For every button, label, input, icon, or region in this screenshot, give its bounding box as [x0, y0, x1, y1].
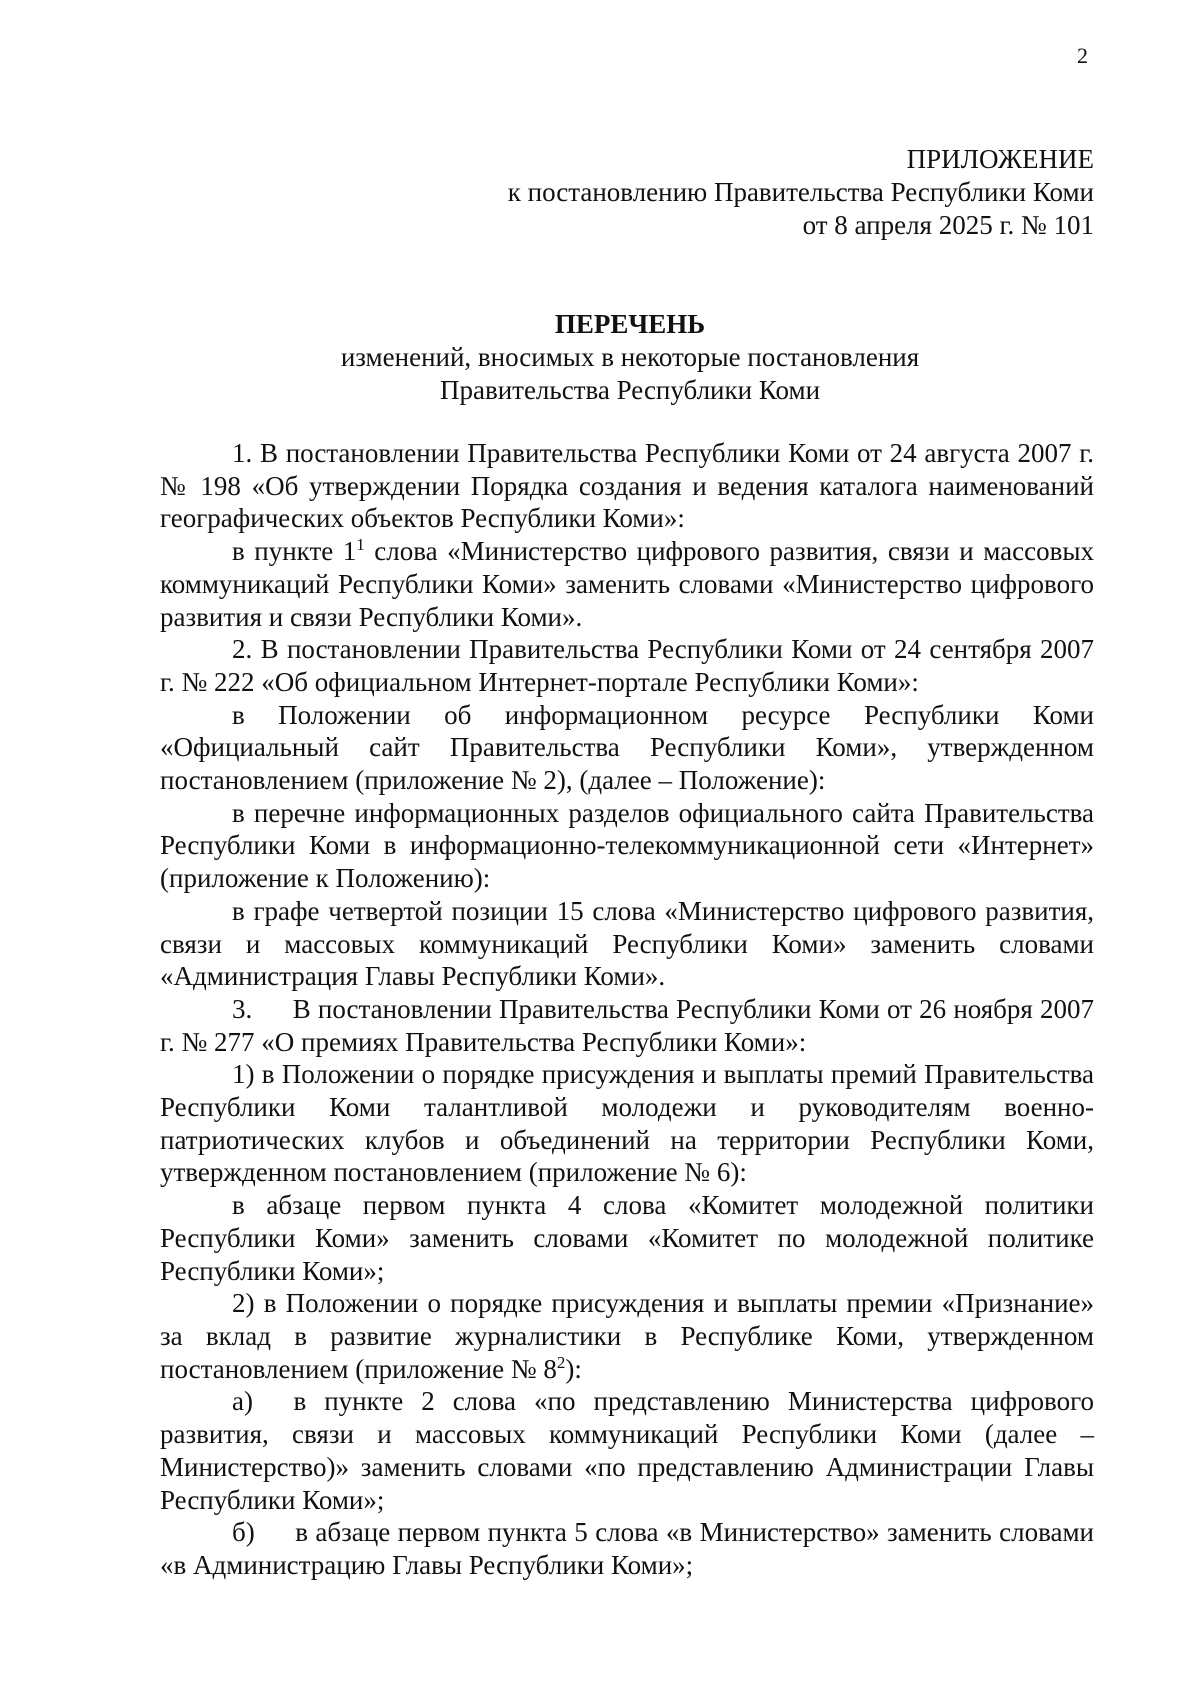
appendix-block: [334, 143, 1094, 242]
superscript: 1: [356, 534, 365, 554]
paragraph-item-2-list: в перечне информационных разделов официального сайта Правительства Республики Коми в информационно-телекоммуникационной сети «Интернет» (приложение к Положению):: [160, 797, 1094, 894]
paragraph-text: слова «Министерство цифрового развития, связи и массовых коммуникаций Республики Коми» заменить словами «Министерство цифрового развития и связи Республики Коми».: [160, 536, 1095, 632]
document-subtitle-line-1: изменений, вносимых в некоторые постановления: [340, 342, 920, 372]
document-subtitle-line-2: Правительства Республики Коми: [439, 375, 821, 405]
paragraph-item-1-change: [160, 535, 1094, 633]
appendix-title: ПРИЛОЖЕНИЕ: [906, 144, 1094, 174]
paragraph-text: ):: [565, 1353, 582, 1384]
paragraph-item-3-sub-2-b: б) в абзаце первом пункта 5 слова «в Министерство» заменить словами «в Администрацию Главы Республики Коми»;: [160, 1517, 1094, 1580]
page-number: 2: [1077, 43, 1088, 68]
paragraph-item-3-sub-2-a: а) в пункте 2 слова «по представлению Министерства цифрового развития, связи и массовых коммуникаций Республики Коми (далее – Министерство)» заменить словами «по представлению Администрации Главы Республики Коми»;: [160, 1386, 1094, 1515]
paragraph-item-2-change: в графе четвертой позиции 15 слова «Министерство цифрового развития, связи и массовых коммуникаций Республики Коми» заменить словами «Администрация Главы Республики Коми».: [160, 895, 1094, 992]
document-body: [160, 437, 1094, 1582]
document-title: ПЕРЕЧЕНЬ: [554, 309, 706, 339]
paragraph-item-3-sub-2: [160, 1287, 1094, 1385]
paragraph-item-3: 3. В постановлении Правительства Республики Коми от 26 ноября 2007 г. № 277 «О премиях Правительства Республики Коми»:: [160, 993, 1094, 1057]
paragraph-item-2: 2. В постановлении Правительства Республики Коми от 24 сентября 2007 г. № 222 «Об официальном Интернет-портале Республики Коми»:: [160, 634, 1094, 697]
appendix-resolution-line: к постановлению Правительства Республики Коми: [507, 177, 1094, 207]
appendix-date-number: от 8 апреля 2025 г. № 101: [802, 210, 1094, 240]
superscript: 2: [556, 1352, 566, 1372]
paragraph-item-3-sub-1-change: в абзаце первом пункта 4 слова «Комитет молодежной политики Республики Коми» заменить словами «Комитет по молодежной политике Республики Коми»;: [160, 1190, 1094, 1286]
paragraph-item-3-sub-1: 1) в Положении о порядке присуждения и выплаты премий Правительства Республики Коми талантливой молодежи и руководителям военно-патриотических клубов и объединений на территории Республики Коми, утвержденном постановлением (приложение № 6):: [160, 1059, 1094, 1188]
paragraph-text: в пункте 1: [232, 536, 357, 567]
document-heading: [160, 308, 1100, 407]
paragraph-item-2-regulation: в Положении об информационном ресурсе Республики Коми «Официальный сайт Правительства Республики Коми», утвержденном постановлением (приложение № 2), (далее – Положение):: [160, 699, 1094, 796]
paragraph-item-1: 1. В постановлении Правительства Республики Коми от 24 августа 2007 г. № 198 «Об утверждении Порядка создания и ведения каталога наименований географических объектов Республики Коми»:: [160, 438, 1094, 534]
paragraph-text: 2) в Положении о порядке присуждения и выплаты премии «Признание» за вклад в развитие журналистики в Республике Коми, утвержденном постановлением (приложение № 8: [160, 1288, 1094, 1384]
